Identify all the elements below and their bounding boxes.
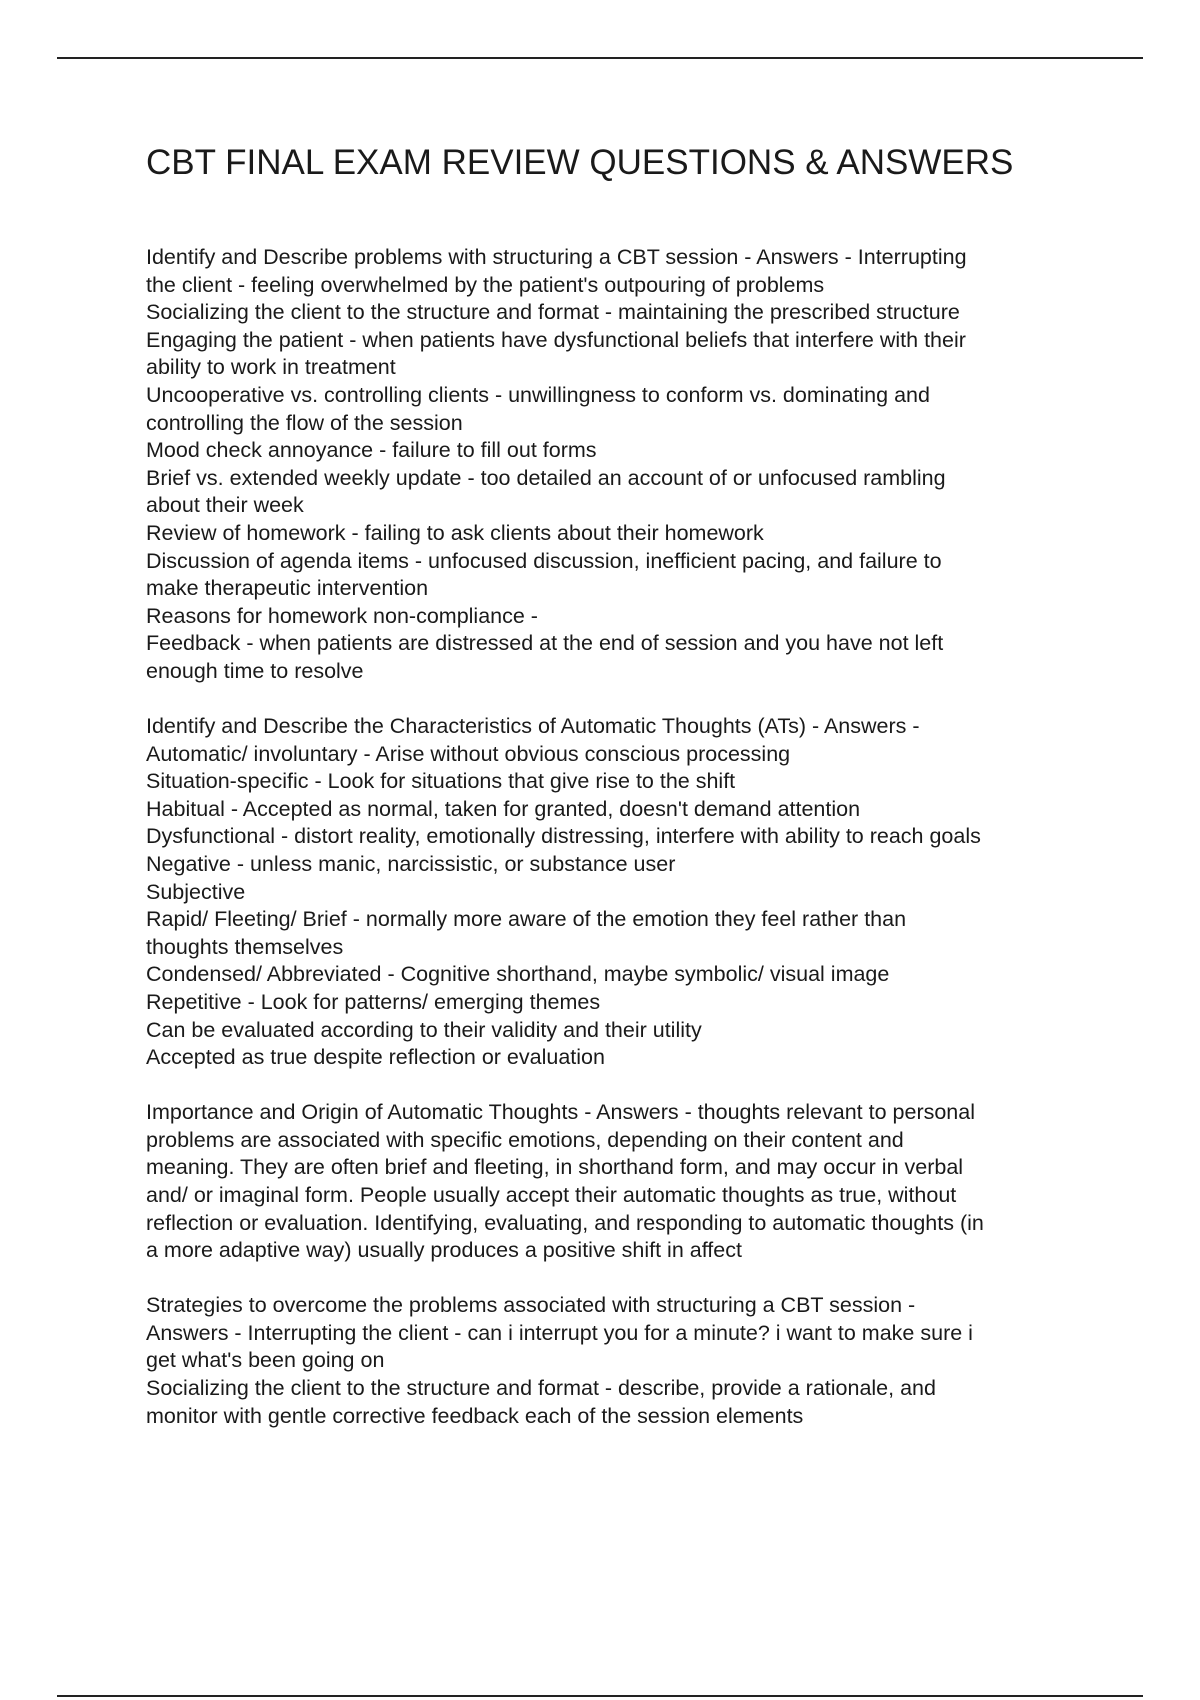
document-body [146,244,1096,1458]
text-line: about their week [146,493,304,518]
text-line: thoughts themselves [146,934,344,959]
text-line: Brief vs. extended weekly update - too detailed an account of or unfocused rambling [146,465,946,490]
text-line: Dysfunctional - distort reality, emotionally distressing, interfere with ability to reach goals [146,824,981,849]
page-title: CBT FINAL EXAM REVIEW QUESTIONS & ANSWERS [146,143,1014,182]
text-line: controlling the flow of the session [146,410,463,435]
text-line: Strategies to overcome the problems associated with structuring a CBT session - [146,1293,916,1318]
text-line: a more adaptive way) usually produces a positive shift in affect [146,1238,742,1263]
text-line: Answers - Interrupting the client - can i interrupt you for a minute? i want to make sure i [146,1320,973,1345]
qa-block-automatic-thought-characteristics [146,713,1096,1072]
qa-block-strategies [146,1292,1096,1430]
text-line: Engaging the patient - when patients have dysfunctional beliefs that interfere with their [146,327,966,352]
bottom-rule [57,1695,1143,1697]
text-line: Rapid/ Fleeting/ Brief - normally more aware of the emotion they feel rather than [146,907,907,932]
text-line: Subjective [146,879,246,904]
text-line: ability to work in treatment [146,355,396,380]
text-line: Accepted as true despite reflection or evaluation [146,1045,605,1070]
qa-block-structuring-problems [146,244,1096,686]
text-line: Automatic/ involuntary - Arise without obvious conscious processing [146,741,791,766]
text-line: problems are associated with specific emotions, depending on their content and [146,1127,904,1152]
qa-block-importance-origin [146,1099,1096,1265]
text-line: enough time to resolve [146,658,364,683]
text-line: the client - feeling overwhelmed by the patient's outpouring of problems [146,272,825,297]
text-line: monitor with gentle corrective feedback each of the session elements [146,1403,804,1428]
text-line: Review of homework - failing to ask clients about their homework [146,520,764,545]
text-line: Negative - unless manic, narcissistic, or substance user [146,851,676,876]
text-line: Repetitive - Look for patterns/ emerging themes [146,989,601,1014]
text-line: Discussion of agenda items - unfocused discussion, inefficient pacing, and failure to [146,548,942,573]
text-line: meaning. They are often brief and fleeting, in shorthand form, and may occur in verbal [146,1155,964,1180]
text-line: Identify and Describe problems with structuring a CBT session - Answers - Interrupting [146,245,967,269]
text-line: Socializing the client to the structure and format - maintaining the prescribed structure [146,300,960,325]
text-line: Reasons for homework non-compliance - [146,603,538,628]
text-line: reflection or evaluation. Identifying, evaluating, and responding to automatic thoughts (in [146,1210,984,1235]
text-line: make therapeutic intervention [146,576,429,601]
text-line: Habitual - Accepted as normal, taken for granted, doesn't demand attention [146,796,861,821]
top-rule [57,57,1143,59]
text-line: and/ or imaginal form. People usually accept their automatic thoughts as true, without [146,1183,957,1207]
text-line: Can be evaluated according to their validity and their utility [146,1017,702,1042]
text-line: Mood check annoyance - failure to fill out forms [146,438,597,463]
text-line: Socializing the client to the structure and format - describe, provide a rationale, and [146,1376,936,1401]
text-line: Identify and Describe the Characteristics of Automatic Thoughts (ATs) - Answers - [146,714,920,738]
text-line: Feedback - when patients are distressed at the end of session and you have not left [146,631,944,656]
text-line: get what's been going on [146,1348,385,1373]
text-line: Importance and Origin of Automatic Thoughts - Answers - thoughts relevant to personal [146,1100,975,1125]
text-line: Situation-specific - Look for situations that give rise to the shift [146,769,736,794]
text-line: Uncooperative vs. controlling clients - unwillingness to conform vs. dominating and [146,382,930,407]
text-line: Condensed/ Abbreviated - Cognitive shorthand, maybe symbolic/ visual image [146,962,890,987]
